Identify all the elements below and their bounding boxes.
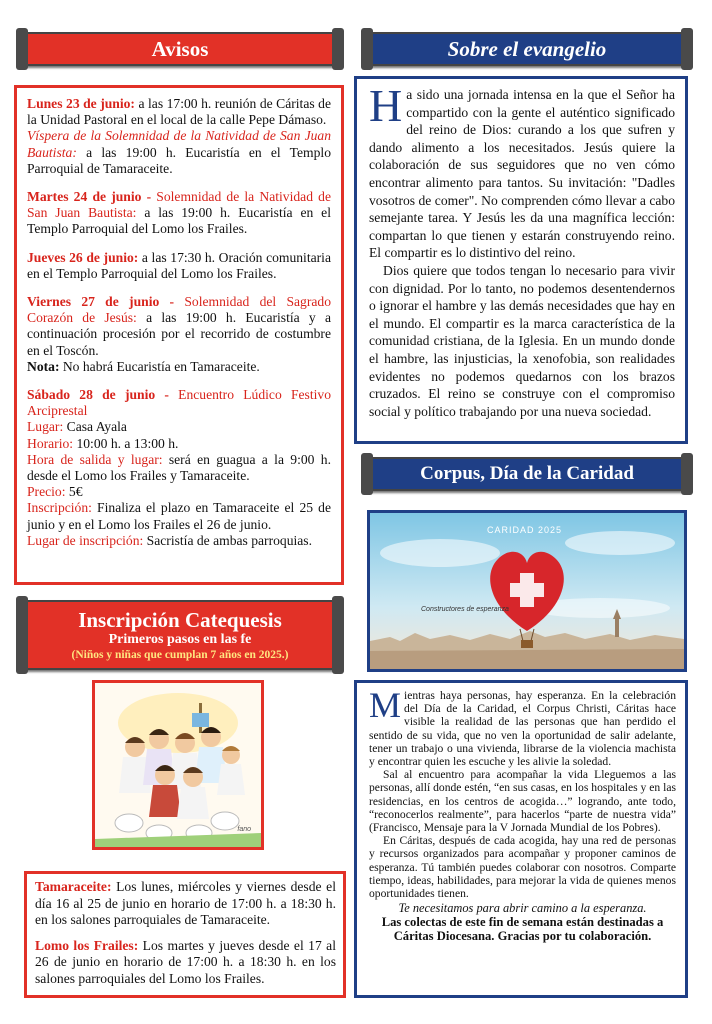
corpus-p2: Sal al encuentro para acompañar la vida Lleguemos a las personas, allí donde estén, “en sus casas, en los hospitales y en las residencias, en los centros de acogida…” logrando, ante todo, “reconocerlos realmente”, para hacerlos “parte de nuestra vida” (Francisco, Mensaje para la V Jornada Mundial de los Pobres). [369, 768, 676, 835]
avisos-box [14, 85, 344, 585]
dropcap-m: M [369, 685, 402, 725]
catequesis-subtitle: Primeros pasos en las fe [108, 631, 252, 647]
catequesis-illustration [92, 680, 264, 850]
evangelio-p1: Ha sido una jornada intensa en la que el Señor ha compartido con la gente el auténtico significado del reino de Dios: curando a los que sufren y dando alimento a los necesitados. Jesús quiere la colaboración de sus seguidores que no ven cómo encontrar alimento para tantos. Su invitación: "Dadles vosotros de comer". No comprenden cómo llevar a cabo semejante tarea. Y Jesús les da una magnífica lección: compartan lo que tienen y estarán construyendo reino. El compartir es lo distintivo del reino. [369, 80, 675, 261]
avisos-title: Avisos [151, 36, 209, 61]
illustration-signature: fano [237, 826, 251, 833]
catequesis-heading [72, 609, 289, 662]
aviso-martes: Martes 24 de junio - Solemnidad de la Natividad de San Juan Bautista: a las 19:00 h. Eucaristía en el Templo Parroquial del Lomo los Frailes. [27, 189, 331, 237]
catequesis-note: (Niños y niñas que cumplan 7 años en 2025.) [71, 649, 289, 662]
corpus-box [354, 680, 688, 998]
catequesis-box [24, 871, 346, 998]
evangelio-title: Sobre el evangelio [447, 36, 607, 61]
aviso-viernes: Viernes 27 de junio - Solemnidad del Sagrado Corazón de Jesús: a las 19:00 h. Eucaristía y a continuación procesión por el recorrido de costumbre en el Toscón. [27, 294, 331, 358]
corpus-title: Corpus, Día de la Caridad [420, 463, 634, 484]
corpus-p3: En Cáritas, después de cada acogida, hay una red de personas y recursos organizados para acompañar y proponer caminos de esperanza. Tú también puedes colaborar con nosotros. Comparte tiempo, ideas, habilidades, para mejorar la vida de quienes menos oportunidades tienen. [369, 834, 676, 901]
corpus-banner [367, 457, 687, 491]
evangelio-box [354, 76, 688, 444]
catequesis-banner [22, 600, 338, 670]
corpus-closing-bold: Las colectas de este fin de semana están destinadas a Cáritas Diocesana. Gracias por tu colaboración. [381, 915, 664, 944]
children-with-jesus-illustration [95, 683, 261, 847]
avisos-banner [22, 32, 338, 66]
aviso-jueves: Jueves 26 de junio: a las 17:30 h. Oración comunitaria en el Templo Parroquial del Lomo los Frailes. [27, 249, 331, 281]
evangelio-banner [367, 32, 687, 66]
corpus-p1: Mientras haya personas, hay esperanza. En la celebración del Día de la Caridad, el Corpus Christi, Cáritas hace visible la realidad de las personas que han perdido el sentido de su vida, que no ven la oportunidad de salir adelante, tener un trabajo o una vivienda, librarse de la violencia machista y encontrar quien les escuche y les alivie la soledad. [369, 685, 676, 769]
caridad-tagline: Constructores de esperanza [421, 606, 509, 613]
caritas-balloon-illustration [370, 513, 684, 669]
aviso-vispera: Víspera de la Solemnidad de la Natividad de San Juan Bautista: a las 19:00 h. Eucaristía en el Templo Parroquial de Tamaraceite. [27, 128, 331, 176]
catequesis-tamaraceite: Tamaraceite: Los lunes, miércoles y viernes desde el día 16 al 25 de junio en horario de 17:00 h. a 18:30 h. en los salones parroquiales de Tamaraceite. [35, 879, 336, 928]
aviso-sabado: Sábado 28 de junio - Encuentro Lúdico Festivo Arciprestal Lugar: Casa Ayala Horario: 10:00 h. a 13:00 h. Hora de salida y lugar: será en guagua a la 9:00 h. desde el Lomo los Frailes y Tamaraceite. Precio: 5€ Inscripción: Finaliza el plazo en Tamaraceite el 25 de junio y en el Lomo los Frailes el 26 de junio. Lugar de inscripción: Sacristía de ambas parroquias. [27, 387, 331, 548]
dropcap-h: H [369, 80, 403, 131]
aviso-nota: Nota: No habrá Eucaristía en Tamaraceite. [27, 358, 260, 374]
evangelio-p2: Dios quiere que todos tengan lo necesario para vivir con dignidad. Por lo tanto, no podemos desentendernos o ignorar el hambre y las demás necesidades que hay en el mundo. El compartir es la marca característica de la comunidad cristiana, de la Iglesia. En un mundo donde el hambre, las injusticias, la xenofobia, son realidades evidentes no podemos quedarnos con los brazos cruzados. El reino se construye con el compromiso social y político trabajando por una nueva sociedad. [369, 262, 675, 419]
caritas-balloon-image [367, 510, 687, 672]
aviso-lunes: Lunes 23 de junio: a las 17:00 h. reunión de Cáritas de la Unidad Pastoral en el local de la calle Pepe Dámaso. [27, 96, 331, 128]
catequesis-title: Inscripción Catequesis [78, 607, 282, 632]
caridad-caption: CARIDAD 2025 [487, 525, 563, 535]
catequesis-lomo: Lomo los Frailes: Los martes y jueves desde el 17 al 26 de junio en horario de 17:00 h. a 18:30 h. en los salones parroquiales del Lomo los Frailes. [35, 937, 336, 986]
corpus-closing-italic: Te necesitamos para abrir camino a la esperanza. [398, 901, 647, 916]
